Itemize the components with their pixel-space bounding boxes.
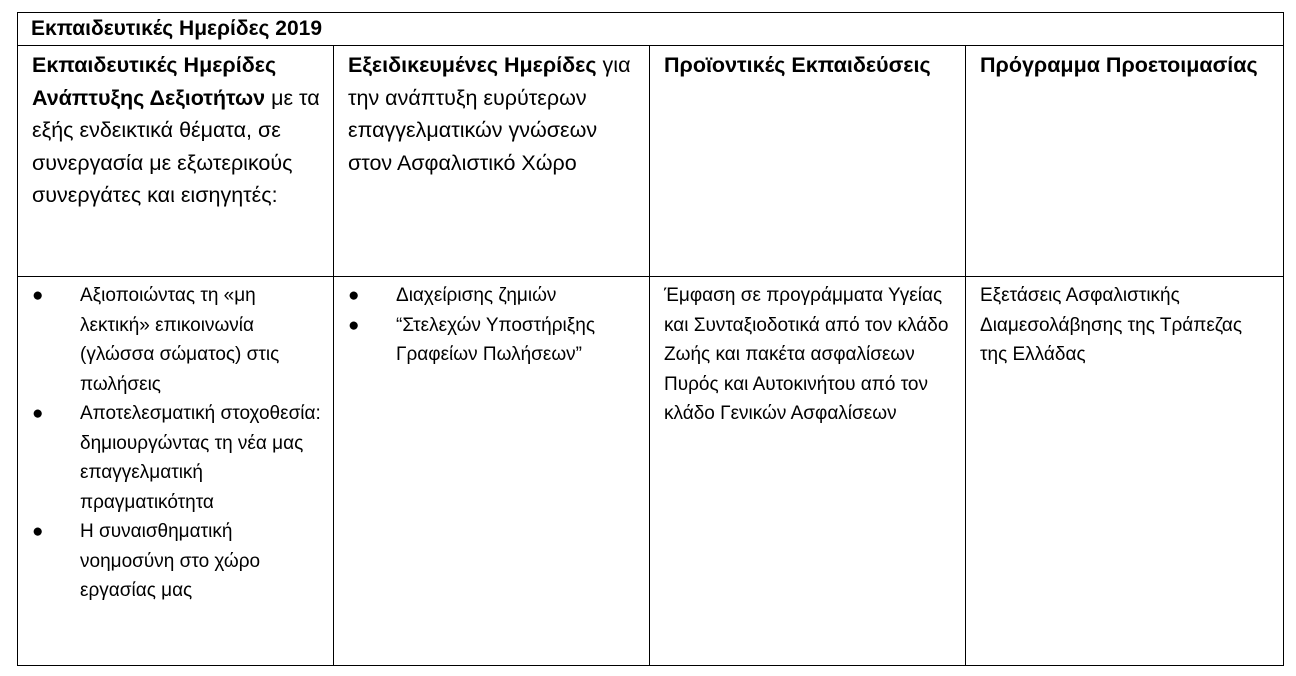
column-content-specialized — [334, 277, 650, 666]
column-content-preparation — [966, 277, 1284, 666]
list-item-text: Η συναισθηματική νοημοσύνη στο χώρο εργασίας μας — [80, 521, 261, 601]
bullet-icon: ● — [348, 314, 360, 336]
list-item-text: “Στελεχών Υποστήριξης Γραφείων Πωλήσεων” — [396, 314, 595, 365]
column-header-bold: Προϊοντικές Εκπαιδεύσεις — [664, 53, 931, 77]
specialized-topics-list — [348, 281, 639, 370]
header-row — [18, 46, 1284, 277]
list-item — [32, 517, 323, 606]
column-content-skills — [18, 277, 334, 666]
list-item-text: Αποτελεσματική στοχοθεσία: δημιουργώντας τη νέα μας επαγγελματική πραγματικότητα — [80, 403, 321, 513]
column-header-text: με τα εξής ενδεικτικά θέματα, σε συνεργασία με εξωτερικούς συνεργάτες και εισηγητές: — [32, 85, 320, 207]
column-content-product — [650, 277, 966, 666]
table-title: Εκπαιδευτικές Ημερίδες 2019 — [18, 13, 1284, 46]
skills-topics-list — [32, 281, 323, 606]
column-header-specialized — [334, 46, 650, 277]
training-days-table — [17, 12, 1284, 666]
bullet-icon: ● — [32, 521, 44, 542]
column-header-bold: Εξειδικευμένες Ημερίδες — [348, 53, 597, 77]
list-item — [348, 311, 639, 370]
list-item-text: Αξιοποιώντας τη «μη λεκτική» επικοινωνία (γλώσσα σώματος) στις πωλήσεις — [80, 285, 280, 395]
title-row — [18, 13, 1284, 46]
list-item — [348, 281, 639, 311]
column-header-skills — [18, 46, 334, 277]
list-item-text: Διαχείρισης ζημιών — [396, 285, 557, 306]
product-description: Έμφαση σε προγράμματα Υγείας και Συνταξιοδοτικά από τον κλάδο Ζωής και πακέτα ασφαλίσεων Πυρός και Αυτοκινήτου από τον κλάδο Γενικών Ασφαλίσεων — [664, 285, 949, 424]
content-row — [18, 277, 1284, 666]
column-header-bold: Πρόγραμμα Προετοιμασίας — [980, 53, 1258, 77]
bullet-icon: ● — [32, 403, 44, 424]
column-header-product — [650, 46, 966, 277]
column-header-bold: Εκπαιδευτικές Ημερίδες Ανάπτυξης Δεξιοτήτων — [32, 53, 277, 110]
bullet-icon: ● — [32, 285, 44, 306]
list-item — [32, 399, 323, 517]
list-item — [32, 281, 323, 399]
column-header-text: για την ανάπτυξη ευρύτερων επαγγελματικών γνώσεων στον Ασφαλιστικό Χώρο — [348, 53, 631, 175]
preparation-description: Εξετάσεις Ασφαλιστικής Διαμεσολάβησης της Τράπεζας της Ελλάδας — [980, 285, 1243, 365]
bullet-icon: ● — [348, 285, 360, 306]
column-header-preparation — [966, 46, 1284, 277]
